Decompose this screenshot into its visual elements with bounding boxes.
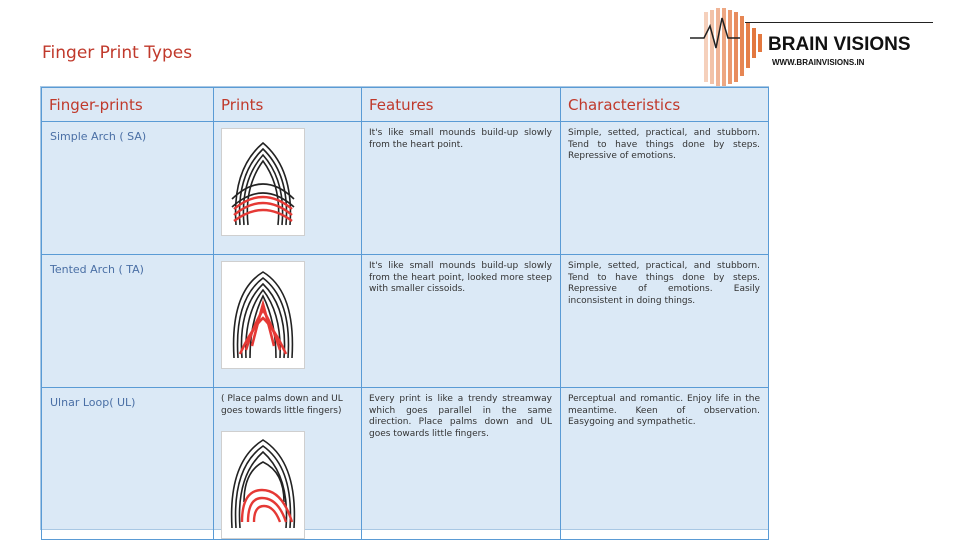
features-text: It's like small mounds build-up slowly from the heart point.: [362, 122, 561, 255]
print-cell: [214, 122, 362, 255]
header-characteristics: Characteristics: [561, 88, 769, 122]
table-row: [42, 388, 769, 540]
header-prints: Prints: [214, 88, 362, 122]
characteristics-text: Simple, setted, practical, and stubborn. Tend to have things done by steps. Repressive of emotions.: [561, 122, 769, 255]
tented-arch-fingerprint-icon: [222, 262, 304, 368]
print-note: ( Place palms down and UL goes towards little fingers): [221, 394, 343, 416]
fingerprint-image: [221, 431, 305, 539]
header-features: Features: [362, 88, 561, 122]
slide-title: Finger Print Types: [42, 43, 193, 63]
row-name: Ulnar Loop( UL): [42, 388, 214, 540]
fingerprint-types-table: [40, 86, 769, 530]
fingerprint-image: [221, 261, 305, 369]
fingerprint-image: [221, 128, 305, 236]
simple-arch-fingerprint-icon: [222, 129, 304, 235]
features-text: Every print is like a trendy streamway which goes parallel in the same direction. Place palms down and UL goes towards little fingers.: [362, 388, 561, 540]
table-row: [42, 255, 769, 388]
features-text: It's like small mounds build-up slowly from the heart point, looked more steep with smaller cissoids.: [362, 255, 561, 388]
table-header-row: [42, 88, 769, 122]
row-name: Tented Arch ( TA): [42, 255, 214, 388]
print-cell: [214, 255, 362, 388]
characteristics-text: Perceptual and romantic. Enjoy life in the meantime. Keen of observation. Easygoing and sympathetic.: [561, 388, 769, 540]
logo-rule: [745, 22, 933, 23]
table-row: [42, 122, 769, 255]
header-fingerprints: Finger-prints: [42, 88, 214, 122]
logo-name: BRAIN VISIONS: [768, 34, 911, 55]
characteristics-text: Simple, setted, practical, and stubborn. Tend to have things done by steps. Repressive of emotions. Easily inconsistent in doing things.: [561, 255, 769, 388]
logo-url: WWW.BRAINVISIONS.IN: [772, 58, 865, 67]
print-cell: [214, 388, 362, 540]
ulnar-loop-fingerprint-icon: [222, 432, 304, 538]
row-name: Simple Arch ( SA): [42, 122, 214, 255]
